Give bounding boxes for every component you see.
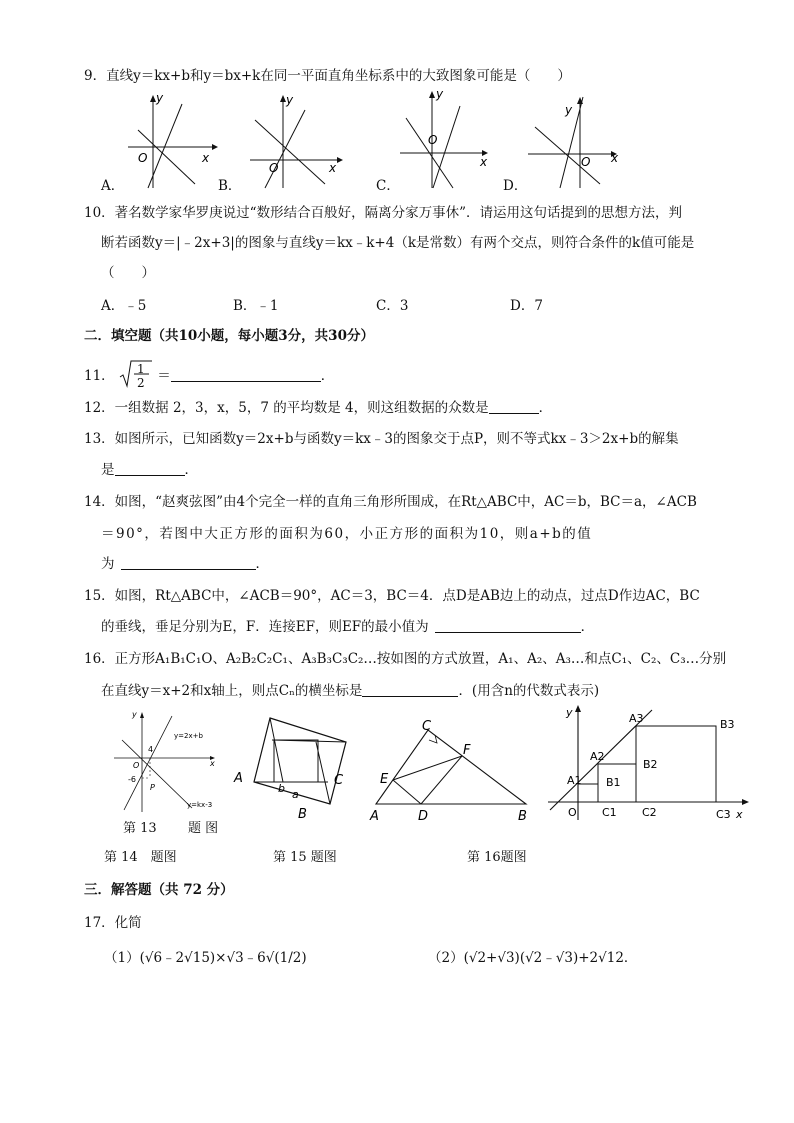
q11-number: 11． bbox=[84, 368, 115, 384]
fig16-origin: O bbox=[568, 806, 577, 819]
q16-line2-end: ．(用含n的代数式表示) bbox=[458, 683, 600, 699]
q14-line-3 bbox=[101, 554, 269, 574]
q14-answer-blank[interactable] bbox=[121, 555, 256, 570]
q9c-y-label: y bbox=[436, 88, 444, 101]
q10-line-3: （ ） bbox=[101, 265, 155, 281]
q9d-y-label: y bbox=[565, 103, 573, 117]
fig15-point-a: A bbox=[370, 809, 379, 824]
q9c-x-label: x bbox=[480, 155, 488, 169]
fig13-graph bbox=[112, 710, 224, 815]
fig14-side-b: b bbox=[278, 782, 285, 795]
q12-answer-blank[interactable] bbox=[489, 399, 539, 414]
q9c-origin: O bbox=[428, 133, 438, 147]
fig14-point-b: B bbox=[298, 807, 307, 822]
fig16-x-label: x bbox=[736, 808, 743, 821]
q9a-origin: O bbox=[138, 151, 148, 165]
q16-line-1: 16．正方形A₁B₁C₁O、A₂B₂C₂C₁、A₃B₃C₃C₂…按如图的方式放置，A₁、A₂、A₃…和点C₁、C₂、C₃…分别 bbox=[84, 651, 727, 667]
q13-line-2 bbox=[101, 460, 198, 480]
q15-line2-end: ． bbox=[580, 619, 595, 635]
q17-title: 17．化简 bbox=[84, 915, 142, 931]
q11-numerator: 1 bbox=[136, 362, 145, 376]
q17-part-1: （1）(√6﹣2√15)×√3﹣6√(1/2) bbox=[104, 950, 307, 966]
q11-sqrt-fraction bbox=[119, 362, 153, 388]
fig16-y-label: y bbox=[566, 706, 573, 719]
fig14-point-c: C bbox=[334, 773, 344, 788]
q9b-x-label: x bbox=[329, 161, 337, 175]
fig13-caption-a: 第 13 bbox=[123, 821, 157, 836]
q16-line2-pre: 在直线y＝x+2和x轴上，则点Cₙ的横坐标是 bbox=[101, 683, 363, 699]
q9a-y-label: y bbox=[156, 92, 164, 105]
fig15-point-d: D bbox=[418, 809, 429, 824]
q15-line2-pre: 的垂线，垂足分别为E，F．连接EF，则EF的最小值为 bbox=[101, 619, 429, 635]
fig14-side-a: a bbox=[292, 788, 299, 801]
q9-graph-a bbox=[120, 92, 220, 192]
q15-answer-blank[interactable] bbox=[435, 618, 581, 633]
q9d-x-label: x bbox=[611, 151, 619, 165]
fig13-line2-label: y=kx-3 bbox=[187, 801, 213, 809]
fig15-caption: 第 15 题图 bbox=[273, 850, 337, 865]
q11-equals: ＝ bbox=[157, 368, 171, 384]
fig13-tick-neg6: -6 bbox=[128, 775, 136, 784]
q16-answer-blank[interactable] bbox=[362, 682, 458, 697]
fig15-point-b: B bbox=[518, 809, 527, 824]
fig16-label-b2: B2 bbox=[643, 758, 658, 771]
fig13-origin: O bbox=[133, 761, 140, 770]
fig13-y-label: y bbox=[132, 710, 137, 719]
q9-option-d: D． bbox=[503, 178, 528, 194]
q10-option-c: C．3 bbox=[376, 298, 409, 314]
q14-line3-end: ． bbox=[255, 556, 269, 572]
q10-option-d: D．7 bbox=[510, 298, 543, 314]
fig14-caption: 第 14 题图 bbox=[104, 850, 177, 865]
fig15-point-c: C bbox=[422, 719, 432, 734]
fig16-label-c2: C2 bbox=[642, 806, 657, 819]
q12-text: 12．一组数据 2，3，x，5，7 的平均数是 4，则这组数据的众数是 bbox=[84, 400, 489, 416]
q9-option-b: B． bbox=[218, 178, 242, 194]
q13-line2-pre: 是 bbox=[101, 462, 115, 478]
fig16-label-a1: A1 bbox=[567, 774, 582, 787]
q10-option-a: A．﹣5 bbox=[101, 298, 147, 314]
q12 bbox=[84, 398, 552, 418]
q10-option-b: B．﹣1 bbox=[233, 298, 279, 314]
fig15-point-f: F bbox=[463, 743, 471, 758]
q16-line-2 bbox=[101, 681, 599, 701]
fig16-caption: 第 16题图 bbox=[467, 850, 527, 865]
q9-graph-d bbox=[525, 92, 625, 192]
q11 bbox=[84, 362, 334, 388]
q14-line-2: ＝90°，若图中大正方形的面积为60，小正方形的面积为10，则a+b的值 bbox=[101, 526, 593, 542]
q9-graph-c bbox=[398, 88, 498, 192]
q13-line2-end: ． bbox=[184, 462, 198, 478]
fig16-label-c3: C3 bbox=[716, 808, 731, 821]
fig16-label-c1: C1 bbox=[602, 806, 617, 819]
fig16-squares bbox=[540, 704, 754, 824]
fig15-point-e: E bbox=[380, 772, 389, 787]
fig13-line1-label: y=2x+b bbox=[174, 732, 203, 740]
q13-answer-blank[interactable] bbox=[115, 461, 185, 476]
q9b-y-label: y bbox=[286, 93, 294, 107]
q10-line-2: 断若函数y＝|﹣2x+3|的图象与直线y＝kx﹣k+4（k是常数）有两个交点，则符合条件的k值可能是 bbox=[101, 235, 695, 251]
fig13-x-label: x bbox=[210, 759, 215, 768]
fig13-tick-4: 4 bbox=[148, 745, 154, 754]
fig13-caption-b: 题 图 bbox=[188, 821, 219, 836]
section-3-heading: 三．解答题（共 72 分） bbox=[84, 882, 234, 898]
q9-stem: 9．直线y＝kx+b和y＝bx+k在同一平面直角坐标系中的大致图象可能是（ ） bbox=[84, 68, 571, 84]
q17-part-2: （2）(√2+√3)(√2﹣√3)+2√12． bbox=[428, 950, 638, 966]
q9-option-c: C． bbox=[376, 178, 400, 194]
q15-line-2 bbox=[101, 617, 594, 637]
q11-answer-blank[interactable] bbox=[171, 367, 321, 382]
fig14-point-a: A bbox=[234, 771, 243, 786]
fig13-point-p: P bbox=[150, 783, 155, 792]
q11-end: ． bbox=[320, 368, 335, 384]
q11-denominator: 2 bbox=[136, 376, 145, 390]
fig16-label-a2: A2 bbox=[590, 750, 605, 763]
q14-line3-pre: 为 bbox=[101, 556, 115, 572]
fig14-zhao-shuang-diagram bbox=[230, 712, 360, 824]
fig16-label-b3: B3 bbox=[720, 718, 735, 731]
q9b-origin: O bbox=[269, 161, 279, 175]
section-2-heading: 二．填空题（共10小题，每小题3分，共30分） bbox=[84, 328, 374, 344]
q9a-x-label: x bbox=[202, 151, 210, 165]
q15-line-1: 15．如图，Rt△ABC中，∠ACB＝90°，AC＝3，BC＝4．点D是AB边上的动点，过点D作边AC，BC bbox=[84, 588, 700, 604]
q13-line-1: 13．如图所示，已知函数y＝2x+b与函数y＝kx﹣3的图象交于点P，则不等式kx﹣3＞2x+b的解集 bbox=[84, 431, 679, 447]
q9-option-a: A． bbox=[101, 178, 125, 194]
q14-line-1: 14．如图，“赵爽弦图”由4个完全一样的直角三角形所围成，在Rt△ABC中，AC＝b，BC＝a，∠ACB bbox=[84, 494, 697, 510]
q9-graph-b bbox=[245, 92, 345, 192]
fig15-triangle bbox=[366, 716, 536, 824]
q10-line-1: 10．著名数学家华罗庚说过“数形结合百般好，隔离分家万事休”．请运用这句话提到的思想方法，判 bbox=[84, 205, 682, 221]
q12-end: ． bbox=[538, 400, 553, 416]
q9d-origin: O bbox=[581, 155, 591, 169]
fig16-label-b1: B1 bbox=[606, 776, 621, 789]
fig16-label-a3: A3 bbox=[629, 712, 644, 725]
